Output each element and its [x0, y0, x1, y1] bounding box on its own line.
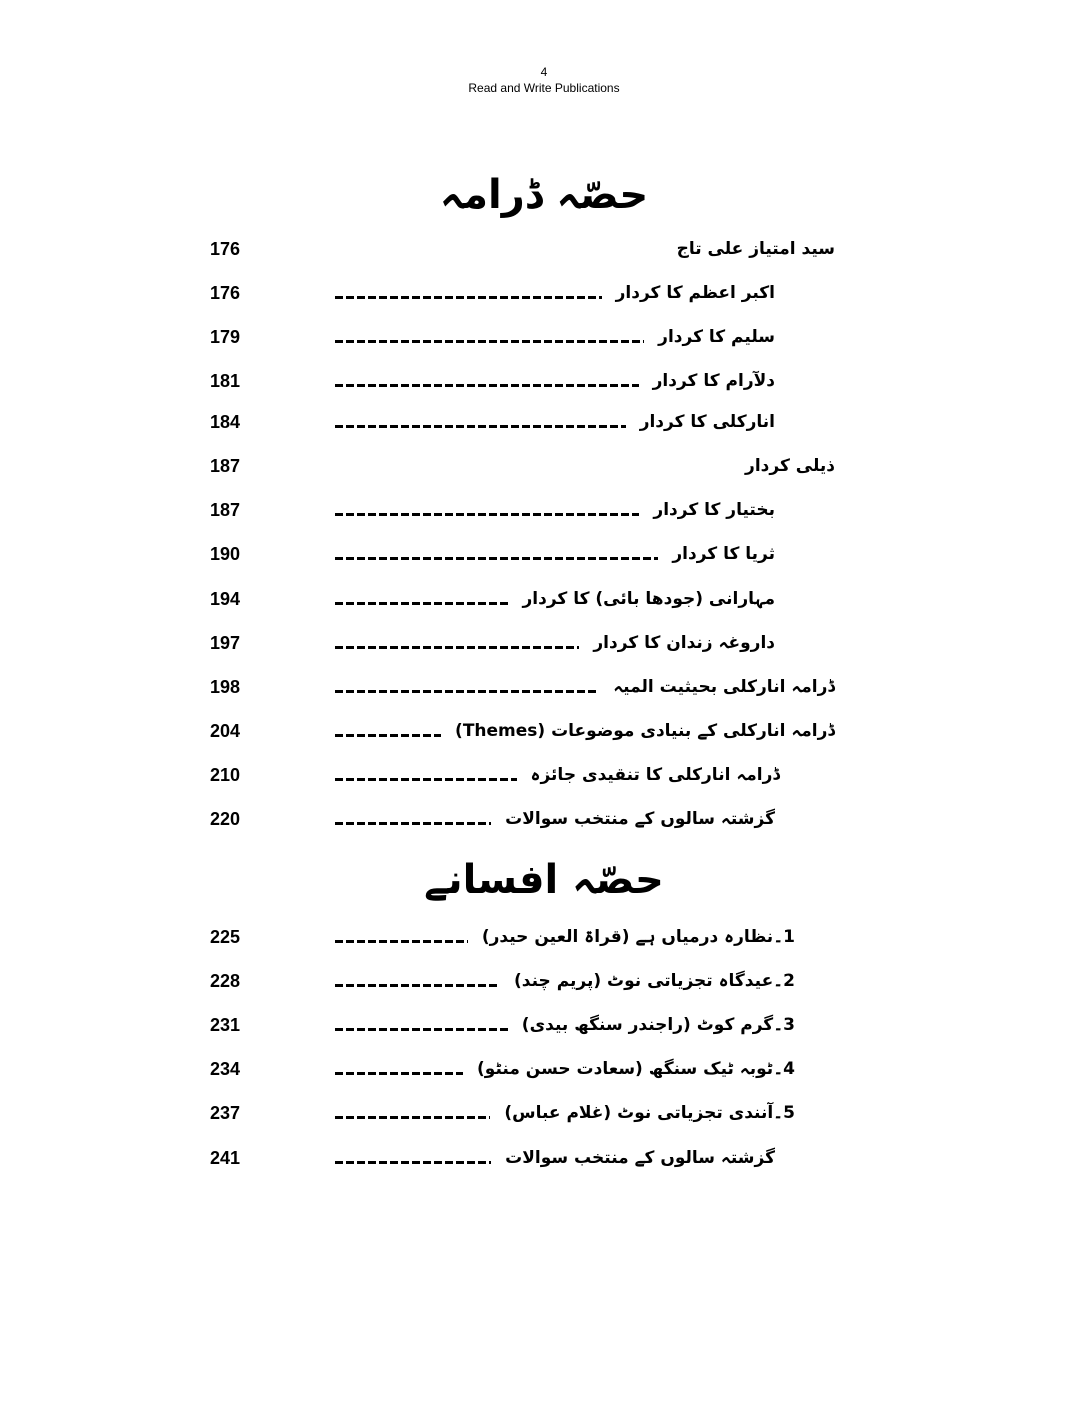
toc-entry	[335, 1010, 795, 1040]
toc-entry	[335, 539, 775, 569]
toc-entry	[335, 804, 775, 834]
dotted-leader	[335, 940, 468, 943]
toc-page-number: 210	[210, 765, 241, 785]
toc-entry-title: مہارانی (جودھا بائی) کا کردار	[522, 589, 775, 609]
toc-row[interactable]	[0, 1054, 1088, 1084]
toc-row[interactable]	[0, 539, 1088, 569]
toc-entry-title: داروغہ زندان کا کردار	[593, 633, 775, 653]
toc-row[interactable]	[0, 278, 1088, 308]
toc-entry	[335, 584, 775, 614]
toc-page-number: 228	[210, 971, 241, 991]
toc-entry	[335, 760, 780, 790]
toc-row[interactable]	[0, 407, 1088, 437]
dotted-leader	[335, 513, 639, 516]
toc-row[interactable]	[0, 495, 1088, 525]
toc-row[interactable]	[0, 451, 1088, 481]
toc-row[interactable]	[0, 628, 1088, 658]
toc-entry	[335, 922, 795, 952]
toc-entry	[335, 1054, 795, 1084]
toc-entry-title: ڈرامہ انارکلی کے بنیادی موضوعات (Themes)	[455, 721, 835, 741]
toc-entry-title: گزشتہ سالوں کے منتخب سوالات	[505, 1148, 775, 1168]
toc-entry	[335, 495, 775, 525]
dotted-leader	[335, 646, 579, 649]
dotted-leader	[335, 984, 500, 987]
toc-entry	[335, 366, 775, 396]
dotted-leader	[335, 1116, 490, 1119]
toc-page-number: 231	[210, 1015, 241, 1035]
toc-row[interactable]	[0, 1010, 1088, 1040]
toc-entry-title: بختیار کا کردار	[653, 500, 775, 520]
dotted-leader	[335, 1072, 463, 1075]
toc-page-number: 176	[210, 239, 241, 259]
toc-entry-title: اکبر اعظم کا کردار	[615, 283, 775, 303]
toc-entry-title: دلآرام کا کردار	[652, 371, 775, 391]
toc-row[interactable]	[0, 966, 1088, 996]
toc-entry	[335, 966, 795, 996]
toc-row[interactable]	[0, 234, 1088, 264]
dotted-leader	[335, 690, 599, 693]
toc-entry-title: انارکلی کا کردار	[639, 412, 775, 432]
dotted-leader	[335, 384, 639, 387]
toc-page-number: 187	[210, 500, 241, 520]
publisher-name: Read and Write Publications	[468, 81, 620, 95]
toc-entry-title: ڈرامہ انارکلی بحیثیت المیہ	[613, 677, 835, 697]
toc-row[interactable]	[0, 672, 1088, 702]
toc-entry	[335, 322, 775, 352]
toc-row[interactable]	[0, 804, 1088, 834]
dotted-leader	[335, 822, 491, 825]
dotted-leader	[335, 778, 517, 781]
toc-row[interactable]	[0, 716, 1088, 746]
toc-page-number: 197	[210, 633, 241, 653]
page-number: 4	[540, 65, 548, 79]
toc-entry-title: 3۔گرم کوٹ (راجندر سنگھ بیدی)	[521, 1015, 795, 1035]
toc-page-number: 198	[210, 677, 241, 697]
toc-entry	[335, 628, 775, 658]
toc-entry-title: ڈرامہ انارکلی کا تنقیدی جائزہ	[530, 765, 780, 785]
dotted-leader	[335, 340, 644, 343]
toc-entry-title: 1۔نظارہ درمیاں ہے (قراۃ العین حیدر)	[481, 927, 795, 947]
toc-entry-title: ذیلی کردار	[745, 456, 835, 476]
toc-row[interactable]	[0, 760, 1088, 790]
toc-page-number: 237	[210, 1103, 241, 1123]
toc-page-number: 179	[210, 327, 241, 347]
toc-entry	[335, 234, 835, 264]
toc-entry	[335, 1143, 775, 1173]
toc-entry	[335, 451, 835, 481]
toc-page-number: 234	[210, 1059, 241, 1079]
toc-entry	[335, 672, 835, 702]
toc-page-number: 194	[210, 589, 241, 609]
dotted-leader	[335, 602, 508, 605]
toc-page-number: 204	[210, 721, 241, 741]
section-title-drama: حصّہ ڈرامہ	[439, 172, 649, 218]
dotted-leader	[335, 425, 626, 428]
toc-row[interactable]	[0, 1098, 1088, 1128]
toc-entry	[335, 278, 775, 308]
toc-row[interactable]	[0, 366, 1088, 396]
dotted-leader	[335, 557, 658, 560]
toc-page-number: 187	[210, 456, 241, 476]
toc-page-number: 225	[210, 927, 241, 947]
toc-page-number: 181	[210, 371, 241, 391]
toc-entry-title: 2۔عیدگاہ تجزیاتی نوٹ (پریم چند)	[514, 971, 795, 991]
toc-entry-title: ثریا کا کردار	[672, 544, 775, 564]
toc-page-number: 220	[210, 809, 241, 829]
toc-row[interactable]	[0, 584, 1088, 614]
toc-entry-title: سید امتیاز علی تاج	[676, 239, 835, 259]
dotted-leader	[335, 1028, 508, 1031]
toc-entry-title: گزشتہ سالوں کے منتخب سوالات	[505, 809, 775, 829]
toc-entry-title: 4۔ٹوبہ ٹیک سنگھ (سعادت حسن منٹو)	[477, 1059, 795, 1079]
toc-entry-title: 5۔آنندی تجزیاتی نوٹ (غلام عباس)	[504, 1103, 795, 1123]
dotted-leader	[335, 1161, 491, 1164]
dotted-leader	[335, 734, 441, 737]
toc-row[interactable]	[0, 1143, 1088, 1173]
toc-entry	[335, 716, 835, 746]
toc-entry	[335, 1098, 795, 1128]
toc-page-number: 190	[210, 544, 241, 564]
toc-entry-title: سلیم کا کردار	[658, 327, 775, 347]
section-title-afsanay: حصّہ افسانے	[424, 857, 664, 903]
toc-row[interactable]	[0, 322, 1088, 352]
toc-page-number: 176	[210, 283, 241, 303]
toc-row[interactable]	[0, 922, 1088, 952]
dotted-leader	[335, 296, 602, 299]
toc-page-number: 241	[210, 1148, 241, 1168]
toc-page-number: 184	[210, 412, 241, 432]
toc-entry	[335, 407, 775, 437]
